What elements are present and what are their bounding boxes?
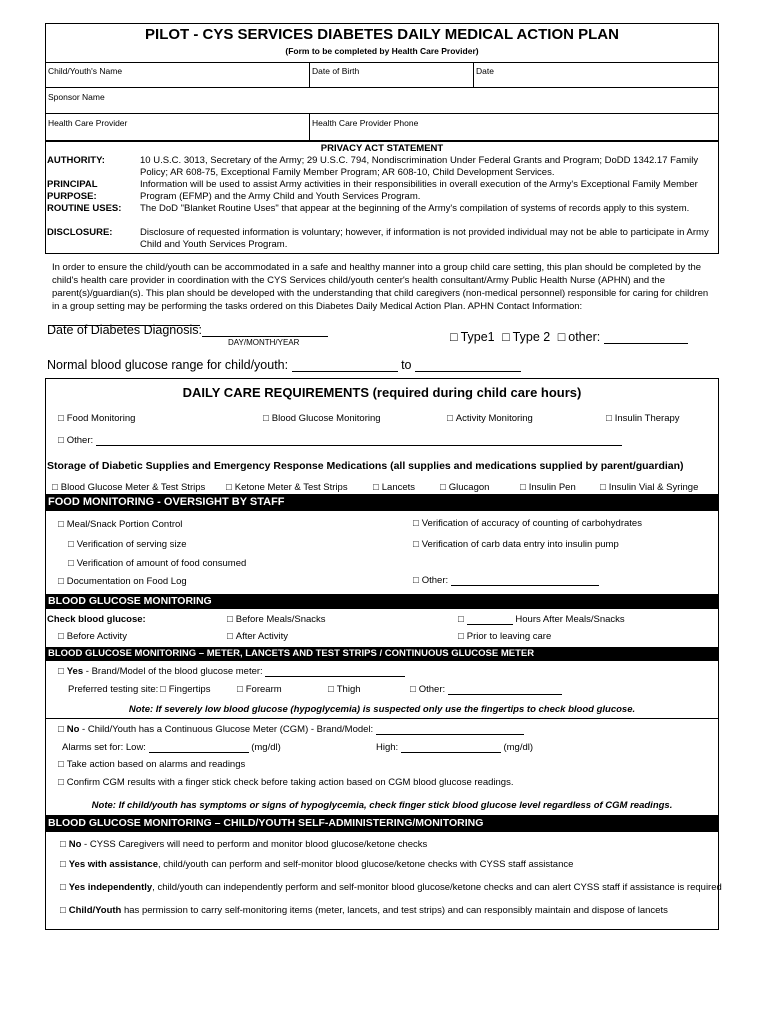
site-forearm-checkbox[interactable]: □ Forearm <box>237 684 282 695</box>
dob-field[interactable]: Date of Birth <box>312 66 360 76</box>
storage-glucagon-checkbox[interactable]: □ Glucagon <box>440 482 489 493</box>
privacy-heading: PRIVACY ACT STATEMENT <box>320 143 444 154</box>
type2-checkbox[interactable]: □ Type 2 <box>502 330 550 344</box>
before-meals-checkbox[interactable]: □ Before Meals/Snacks <box>227 614 326 625</box>
self-no-checkbox[interactable]: □ No - CYSS Caregivers will need to perform and monitor blood glucose/ketone checks <box>60 839 427 850</box>
note-hypoglycemia-cgm: Note: If child/youth has symptoms or signs of hypoglycemia, check finger stick blood glucose level regardless of CGM readings. <box>91 800 673 811</box>
insulin-therapy-checkbox[interactable]: □ Insulin Therapy <box>606 413 680 424</box>
type1-checkbox[interactable]: □ Type1 <box>450 330 495 344</box>
take-action-checkbox[interactable]: □ Take action based on alarms and readings <box>58 759 245 770</box>
diagnosis-format: DAY/MONTH/YEAR <box>228 338 300 347</box>
self-independent-checkbox[interactable]: □ Yes independently, child/youth can independently perform and self-monitor blood glucose/ketone checks and can alert CYSS staff if assistance is required <box>60 882 722 893</box>
authority-label: AUTHORITY: <box>47 155 105 166</box>
meter-no-checkbox[interactable]: □ No - Child/Youth has a Continuous Glucose Meter (CGM) - Brand/Model: <box>58 724 524 735</box>
range-to: to <box>401 358 412 372</box>
diagnosis-date-field[interactable] <box>202 323 328 337</box>
check-bg-label: Check blood glucose: <box>47 614 146 625</box>
site-thigh-checkbox[interactable]: □ Thigh <box>328 684 361 695</box>
prior-leaving-checkbox[interactable]: □ Prior to leaving care <box>458 631 551 642</box>
food-consumed-checkbox[interactable]: □ Verification of amount of food consumed <box>68 558 246 569</box>
intro-text: In order to ensure the child/youth can be accommodated in a safe and healthy manner into a group child care setting, this plan should be completed by the child's health care provider in coordination with the CYS Services child/youth center's health consultant/Army Public Health Nurse (APHN) and the parent(s)/guardian(s). This plan should be developed with the understanding that child caregivers (non-medical personnel) responsible for caring for children in a group setting may be performing the tasks ordered on this Diabetes Daily Medical Action Plan. APHN Contact Information: <box>52 262 709 312</box>
carb-count-checkbox[interactable]: □ Verification of accuracy of counting of carbohydrates <box>413 518 642 529</box>
serving-size-checkbox[interactable]: □ Verification of serving size <box>68 539 187 550</box>
self-carry-checkbox[interactable]: □ Child/Youth has permission to carry self-monitoring items (meter, lancets, and test strips) and can responsibly maintain and dispose of lancets <box>60 905 668 916</box>
note-hypoglycemia-fingertips: Note: If severely low blood glucose (hypoglycemia) is suspected only use the fingertips to check blood glucose. <box>128 704 636 715</box>
confirm-cgm-checkbox[interactable]: □ Confirm CGM results with a finger stick check before taking action based on CGM blood glucose readings. <box>58 777 513 788</box>
activity-monitoring-checkbox[interactable]: □ Activity Monitoring <box>447 413 533 424</box>
meter-yes-checkbox[interactable]: □ Yes - Brand/Model of the blood glucose meter: <box>58 666 405 677</box>
alarm-low-field[interactable] <box>149 743 249 753</box>
alarm-high-field[interactable] <box>401 743 501 753</box>
authority-text: 10 U.S.C. 3013, Secretary of the Army; 29 U.S.C. 794, Nondiscrimination Under Federal Grants and Program; DoDD 1342.17 Family Policy; AR 608-75, Exceptional Family Member Program; AR 608-10, Child Development Services. <box>140 155 699 178</box>
form-subtitle: (Form to be completed by Health Care Provider) <box>285 46 479 56</box>
carb-entry-checkbox[interactable]: □ Verification of carb data entry into insulin pump <box>413 539 619 550</box>
daily-other-checkbox[interactable]: □ Other: <box>58 435 622 446</box>
hours-after-field[interactable] <box>467 615 513 625</box>
principal-label: PRINCIPAL PURPOSE: <box>47 179 98 202</box>
food-log-checkbox[interactable]: □ Documentation on Food Log <box>58 576 187 587</box>
form-title: PILOT - CYS SERVICES DIABETES DAILY MEDICAL ACTION PLAN <box>145 26 619 43</box>
range-line <box>47 358 521 372</box>
storage-ketone-meter-checkbox[interactable]: □ Ketone Meter & Test Strips <box>226 482 348 493</box>
disclosure-label: DISCLOSURE: <box>47 227 113 238</box>
site-fingertips-checkbox[interactable]: □ Fingertips <box>160 684 210 695</box>
range-label: Normal blood glucose range for child/youth: <box>47 358 289 372</box>
hours-after-checkbox[interactable]: □ Hours After Meals/Snacks <box>458 614 625 625</box>
daily-other-field[interactable] <box>96 436 622 446</box>
alarms-low-line: Alarms set for: Low: (mg/dl) <box>62 742 281 753</box>
food-monitoring-checkbox[interactable]: □ Food Monitoring <box>58 413 135 424</box>
range-high-field[interactable] <box>415 358 521 372</box>
meter-bar: BLOOD GLUCOSE MONITORING – METER, LANCETS AND TEST STRIPS / CONTINUOUS GLUCOSE METER <box>46 647 718 661</box>
routine-text: The DoD "Blanket Routine Uses" that appear at the beginning of the Army's compilation of systems of records apply to this system. <box>140 203 690 214</box>
storage-heading: Storage of Diabetic Supplies and Emergency Response Medications (all supplies and medications supplied by parent/guardian) <box>47 460 684 472</box>
food-other-field[interactable] <box>451 576 599 586</box>
storage-bg-meter-checkbox[interactable]: □ Blood Glucose Meter & Test Strips <box>52 482 205 493</box>
self-monitoring-bar: BLOOD GLUCOSE MONITORING – CHILD/YOUTH SELF-ADMINISTERING/MONITORING <box>46 815 718 832</box>
other-type-field[interactable] <box>604 330 688 344</box>
provider-field[interactable]: Health Care Provider <box>48 118 128 128</box>
diagnosis-label: Date of Diabetes Diagnosis: <box>47 323 202 337</box>
meal-portion-checkbox[interactable]: □ Meal/Snack Portion Control <box>58 519 182 530</box>
before-activity-checkbox[interactable]: □ Before Activity <box>58 631 127 642</box>
meter-brand-field[interactable] <box>265 667 405 677</box>
storage-insulin-vial-checkbox[interactable]: □ Insulin Vial & Syringe <box>600 482 698 493</box>
daily-heading: DAILY CARE REQUIREMENTS (required during child care hours) <box>182 385 582 400</box>
diagnosis-line <box>47 323 328 337</box>
bg-monitoring-bar: BLOOD GLUCOSE MONITORING <box>46 594 718 609</box>
site-other-checkbox[interactable]: □ Other: <box>410 684 562 695</box>
food-monitoring-bar: FOOD MONITORING - OVERSIGHT BY STAFF <box>46 494 718 511</box>
bg-monitoring-checkbox[interactable]: □ Blood Glucose Monitoring <box>263 413 381 424</box>
cgm-brand-field[interactable] <box>376 725 524 735</box>
other-type-checkbox[interactable]: □ other: <box>558 330 601 344</box>
disclosure-text: Disclosure of requested information is voluntary; however, if information is not provided individual may not be able to participate in Army Child and Youth Services Program. <box>140 227 709 250</box>
storage-lancets-checkbox[interactable]: □ Lancets <box>373 482 415 493</box>
after-activity-checkbox[interactable]: □ After Activity <box>227 631 288 642</box>
alarms-high-line: High: (mg/dl) <box>376 742 534 753</box>
principal-text: Information will be used to assist Army activities in their responsibilities in overall execution of the Army's Exceptional Family Member Program (EFMP) and the Army Child and Youth Services Program. <box>140 179 698 202</box>
routine-label: ROUTINE USES: <box>47 203 122 214</box>
self-assist-checkbox[interactable]: □ Yes with assistance, child/youth can perform and self-monitor blood glucose/ketone checks with CYSS staff assistance <box>60 859 573 870</box>
storage-insulin-pen-checkbox[interactable]: □ Insulin Pen <box>520 482 576 493</box>
sponsor-field[interactable]: Sponsor Name <box>48 92 105 102</box>
testing-site-label: Preferred testing site: <box>68 684 159 695</box>
child-name-field[interactable]: Child/Youth's Name <box>48 66 123 76</box>
date-field[interactable]: Date <box>476 66 494 76</box>
food-other-checkbox[interactable]: □ Other: <box>413 575 599 586</box>
range-low-field[interactable] <box>292 358 398 372</box>
site-other-field[interactable] <box>448 685 562 695</box>
intro-paragraph <box>52 261 716 326</box>
provider-phone-field[interactable]: Health Care Provider Phone <box>312 118 419 128</box>
diabetes-type-options <box>450 330 688 344</box>
